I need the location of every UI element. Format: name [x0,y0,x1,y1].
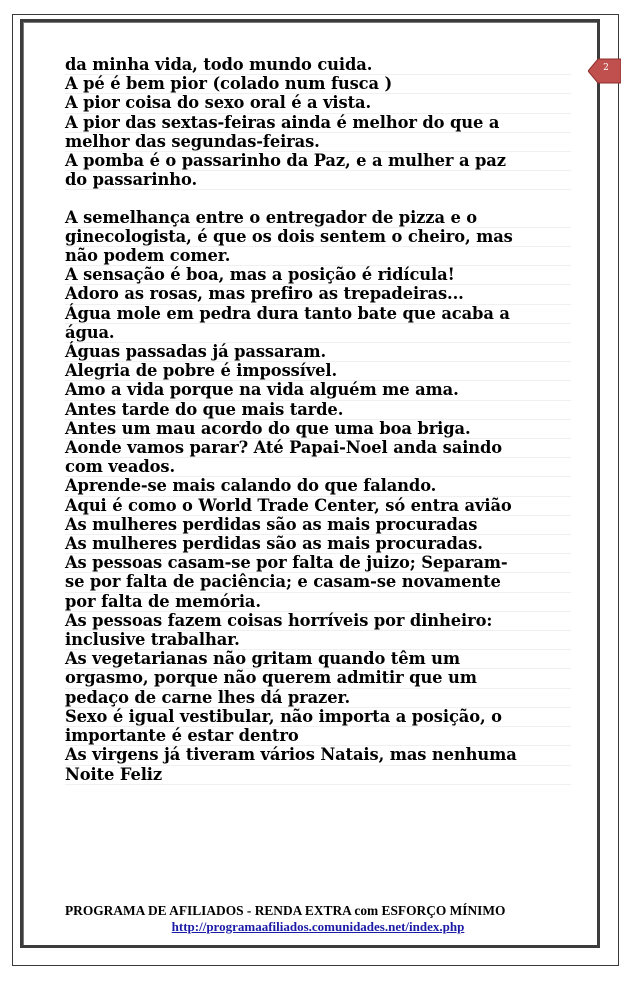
text-line: Noite Feliz [65,766,571,785]
text-line: A pior das sextas-feiras ainda é melhor do que a [65,114,571,133]
text-line: As virgens já tiveram vários Natais, mas nenhuma [65,746,571,765]
text-line: com veados. [65,458,571,477]
text-line: pedaço de carne lhes dá prazer. [65,689,571,708]
text-line: ginecologista, é que os dois sentem o cheiro, mas [65,228,571,247]
paragraph-gap [65,190,571,208]
text-line: melhor das segundas-feiras. [65,133,571,152]
text-line: As pessoas fazem coisas horríveis por dinheiro: [65,612,571,631]
text-line: do passarinho. [65,171,571,190]
text-line: se por falta de paciência; e casam-se novamente [65,573,571,592]
text-line: A pomba é o passarinho da Paz, e a mulher a paz [65,152,571,171]
text-line: Amo a vida porque na vida alguém me ama. [65,381,571,400]
text-line: Sexo é igual vestibular, não importa a posição, o [65,708,571,727]
footer [65,903,571,935]
text-line: Alegria de pobre é impossível. [65,362,571,381]
text-line: Antes tarde do que mais tarde. [65,401,571,420]
text-line: Aprende-se mais calando do que falando. [65,477,571,496]
text-line: por falta de memória. [65,593,571,612]
body-text [65,56,571,785]
text-line: importante é estar dentro [65,727,571,746]
text-line: não podem comer. [65,247,571,266]
text-line: As vegetarianas não gritam quando têm um [65,650,571,669]
footer-link[interactable]: http://programaafiliados.comunidades.net/index.php [171,919,465,934]
text-line: A sensação é boa, mas a posição é ridícula! [65,266,571,285]
text-line: As mulheres perdidas são as mais procuradas. [65,535,571,554]
text-line: Aonde vamos parar? Até Papai-Noel anda saindo [65,439,571,458]
text-line: orgasmo, porque não querem admitir que um [65,669,571,688]
text-line: água. [65,324,571,343]
text-line: As pessoas casam-se por falta de juizo; Separam- [65,554,571,573]
text-line: Adoro as rosas, mas prefiro as trepadeiras... [65,285,571,304]
text-line: inclusive trabalhar. [65,631,571,650]
text-line: A pior coisa do sexo oral é a vista. [65,94,571,113]
text-line: A semelhança entre o entregador de pizza e o [65,209,571,228]
text-line: da minha vida, todo mundo cuida. [65,56,571,75]
text-line: Antes um mau acordo do que uma boa briga. [65,420,571,439]
page-number: 2 [603,63,609,73]
text-line: As mulheres perdidas são as mais procuradas [65,516,571,535]
text-line: Águas passadas já passaram. [65,343,571,362]
text-line: A pé é bem pior (colado num fusca ) [65,75,571,94]
footer-title: PROGRAMA DE AFILIADOS - RENDA EXTRA com ESFORÇO MÍNIMO [65,903,506,918]
text-line: Água mole em pedra dura tanto bate que acaba a [65,305,571,324]
text-line: Aqui é como o World Trade Center, só entra avião [65,497,571,516]
